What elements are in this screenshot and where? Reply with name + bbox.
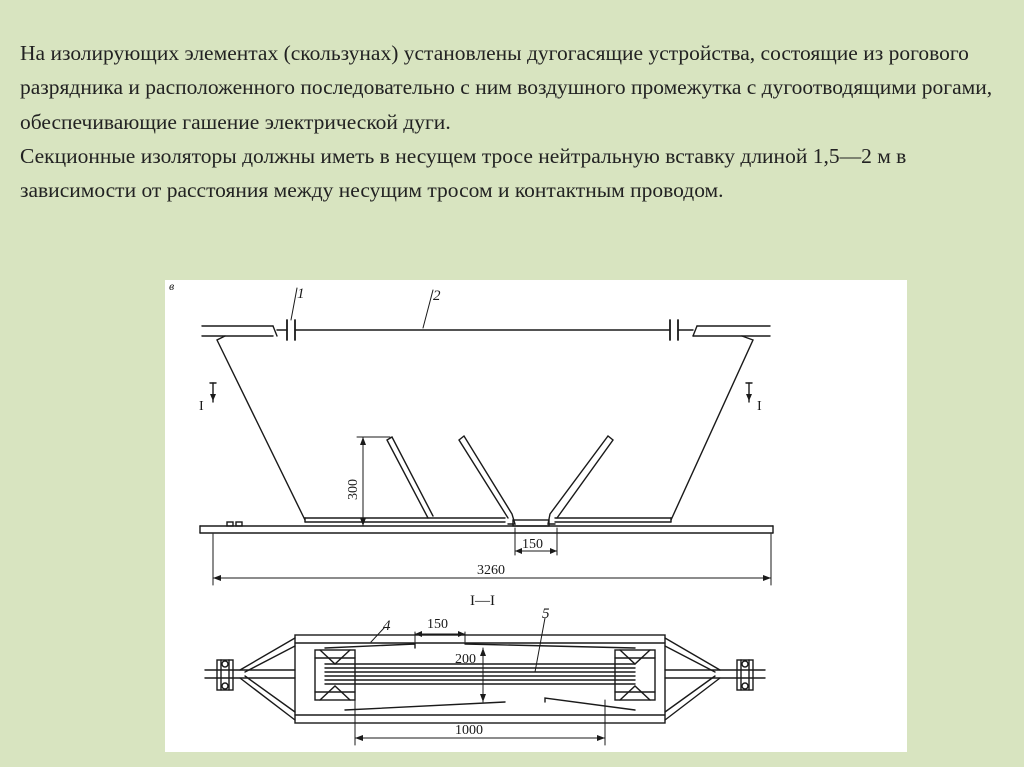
paragraph-2: Секционные изоляторы должны иметь в несущем тросе нейтральную вставку длиной 1,5—2 м в зависимости от расстояния между несущим тросом и контактным проводом. bbox=[20, 143, 907, 203]
dim-label-200: 200 bbox=[455, 652, 476, 667]
callout-1: 1 bbox=[297, 286, 305, 302]
dim-label-1000: 1000 bbox=[455, 723, 483, 738]
slide-text bbox=[20, 36, 1010, 207]
plan-horn-upper-right bbox=[465, 644, 635, 648]
dropper-right bbox=[671, 336, 753, 520]
dim-label-150-top: 150 bbox=[522, 537, 543, 552]
clamp-left-a bbox=[227, 522, 233, 526]
plan-clamp-right bbox=[737, 660, 753, 690]
gap-hub bbox=[513, 520, 549, 526]
plan-clamp-left bbox=[217, 660, 233, 690]
plan-horn-upper-left bbox=[325, 644, 415, 648]
leader-2 bbox=[423, 290, 433, 328]
section-mark-right: I bbox=[757, 399, 762, 414]
panel-label: в bbox=[169, 280, 175, 293]
callout-4: 4 bbox=[383, 618, 391, 634]
callout-5: 5 bbox=[542, 606, 550, 622]
plan-horn-lower-left bbox=[345, 702, 505, 710]
section-insulator-drawing bbox=[165, 280, 907, 752]
dim-label-150-plan: 150 bbox=[427, 617, 448, 632]
section-mark-left: I bbox=[199, 399, 204, 414]
drawing-canvas bbox=[165, 280, 907, 752]
paragraph-1: На изолирующих элементах (скользунах) установлены дугогасящие устройства, состоящие из рогового разрядника и расположенного последовательно с ним воздушного промежутка с дугоотводящими рогами, обеспечивающие гашение электрической дуги. bbox=[20, 41, 993, 134]
dim-label-3260: 3260 bbox=[477, 563, 505, 578]
arc-horn-left bbox=[387, 437, 433, 518]
dropper-left bbox=[217, 336, 305, 520]
section-title: I—I bbox=[470, 593, 495, 609]
callout-2: 2 bbox=[433, 288, 441, 304]
arc-horn-center-right bbox=[548, 436, 613, 524]
arc-horn-center-left bbox=[459, 436, 515, 524]
clamp-left-b bbox=[236, 522, 242, 526]
dim-label-300: 300 bbox=[346, 479, 361, 500]
